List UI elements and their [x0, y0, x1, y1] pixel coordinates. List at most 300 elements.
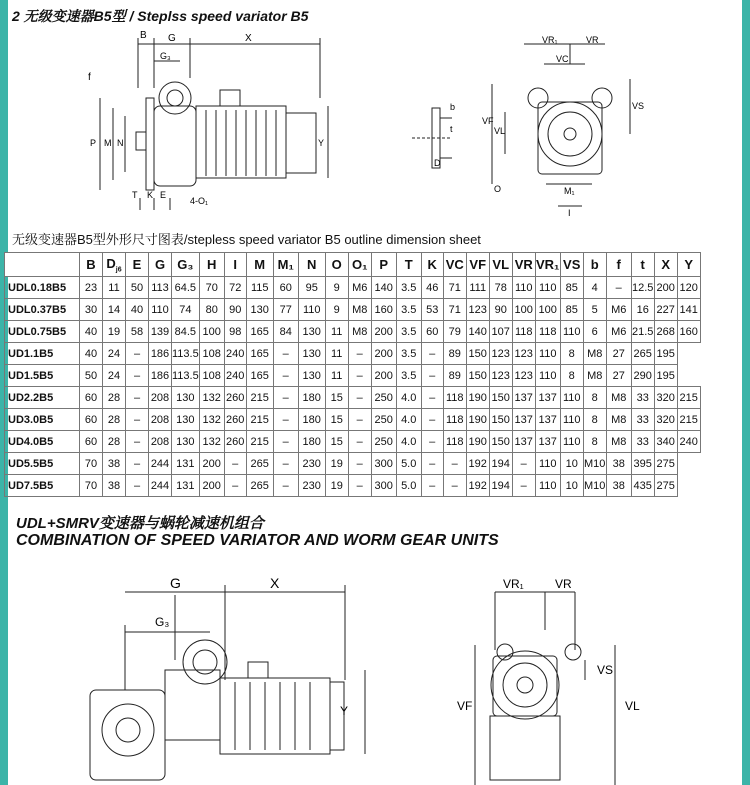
- value-cell: –: [126, 343, 149, 365]
- value-cell: 3.5: [396, 277, 421, 299]
- header-g: G: [149, 253, 172, 277]
- value-cell: 9: [325, 299, 348, 321]
- value-cell: 100: [512, 299, 535, 321]
- value-cell: 108: [199, 365, 224, 387]
- model-cell: UD3.0B5: [5, 409, 80, 431]
- header-model: [5, 253, 80, 277]
- combo-dim-g-label: G: [170, 575, 181, 591]
- header-e: E: [126, 253, 149, 277]
- value-cell: 40: [80, 321, 103, 343]
- value-cell: 215: [246, 387, 273, 409]
- table-row: [5, 431, 701, 453]
- value-cell: 275: [654, 475, 677, 497]
- value-cell: –: [348, 475, 371, 497]
- value-cell: 33: [631, 431, 654, 453]
- value-cell: –: [126, 453, 149, 475]
- value-cell: 190: [466, 431, 489, 453]
- value-cell: 150: [489, 431, 512, 453]
- combo-dim-vf-label: VF: [457, 699, 473, 713]
- value-cell: 8: [583, 409, 606, 431]
- value-cell: –: [348, 365, 371, 387]
- header-h: H: [199, 253, 224, 277]
- value-cell: 300: [371, 453, 396, 475]
- header-m: M: [246, 253, 273, 277]
- model-cell: UDL0.75B5: [5, 321, 80, 343]
- value-cell: 110: [560, 387, 583, 409]
- value-cell: M6: [348, 277, 371, 299]
- sheet-caption: 无级变速器B5型外形尺寸图表/stepless speed variator B5 outline dimension sheet: [12, 232, 481, 247]
- value-cell: 118: [535, 321, 560, 343]
- value-cell: 100: [535, 299, 560, 321]
- value-cell: 70: [80, 475, 103, 497]
- value-cell: 137: [512, 431, 535, 453]
- value-cell: 208: [149, 409, 172, 431]
- value-cell: 19: [325, 453, 348, 475]
- value-cell: 89: [443, 343, 466, 365]
- dim-e-label: E: [160, 190, 167, 200]
- value-cell: 320: [654, 387, 677, 409]
- value-cell: 180: [298, 387, 325, 409]
- value-cell: 395: [631, 453, 654, 475]
- value-cell: M8: [348, 321, 371, 343]
- value-cell: 24: [103, 365, 126, 387]
- value-cell: 98: [224, 321, 246, 343]
- value-cell: 100: [199, 321, 224, 343]
- value-cell: 50: [80, 365, 103, 387]
- table-row: [5, 453, 701, 475]
- value-cell: 89: [443, 365, 466, 387]
- value-cell: 3.5: [396, 343, 421, 365]
- value-cell: 4.0: [396, 409, 421, 431]
- value-cell: 150: [466, 365, 489, 387]
- value-cell: –: [348, 453, 371, 475]
- value-cell: 110: [535, 453, 560, 475]
- value-cell: 123: [512, 343, 535, 365]
- value-cell: 110: [560, 431, 583, 453]
- value-cell: 215: [677, 387, 700, 409]
- value-cell: M10: [583, 475, 606, 497]
- value-cell: 38: [606, 475, 631, 497]
- value-cell: –: [421, 365, 443, 387]
- value-cell: 137: [535, 431, 560, 453]
- value-cell: 123: [466, 299, 489, 321]
- value-cell: 118: [443, 409, 466, 431]
- value-cell: –: [126, 475, 149, 497]
- value-cell: –: [273, 365, 298, 387]
- value-cell: 110: [560, 321, 583, 343]
- value-cell: –: [421, 387, 443, 409]
- value-cell: 260: [224, 387, 246, 409]
- combo-dim-vr-label: VR: [555, 577, 572, 591]
- dim-p-label: P: [90, 138, 97, 148]
- table-header-row: [5, 253, 701, 277]
- value-cell: 19: [325, 475, 348, 497]
- value-cell: 180: [298, 431, 325, 453]
- value-cell: 194: [489, 475, 512, 497]
- dim-y-label: Y: [318, 138, 325, 148]
- header-y: Y: [677, 253, 700, 277]
- value-cell: 11: [103, 277, 126, 299]
- combination-side-view-drawing: [80, 570, 380, 785]
- value-cell: 200: [654, 277, 677, 299]
- value-cell: 200: [371, 343, 396, 365]
- header-o: O: [325, 253, 348, 277]
- value-cell: –: [348, 343, 371, 365]
- dim-g-label: G: [168, 33, 176, 44]
- value-cell: 260: [224, 431, 246, 453]
- value-cell: –: [421, 475, 443, 497]
- header-t: T: [396, 253, 421, 277]
- value-cell: 130: [246, 299, 273, 321]
- value-cell: –: [126, 365, 149, 387]
- value-cell: 190: [466, 409, 489, 431]
- dim-x-label: X: [245, 33, 252, 44]
- value-cell: M8: [348, 299, 371, 321]
- value-cell: –: [421, 409, 443, 431]
- value-cell: 15: [325, 387, 348, 409]
- value-cell: 9: [325, 277, 348, 299]
- value-cell: 60: [80, 431, 103, 453]
- value-cell: 110: [535, 343, 560, 365]
- value-cell: 118: [443, 431, 466, 453]
- model-cell: UD4.0B5: [5, 431, 80, 453]
- value-cell: 4: [583, 277, 606, 299]
- value-cell: 110: [535, 365, 560, 387]
- value-cell: 160: [677, 321, 700, 343]
- value-cell: 40: [80, 343, 103, 365]
- value-cell: 215: [677, 409, 700, 431]
- dim-g3-label: G₃: [160, 51, 171, 61]
- value-cell: 130: [298, 343, 325, 365]
- value-cell: 64.5: [172, 277, 200, 299]
- value-cell: 130: [172, 409, 200, 431]
- value-cell: 244: [149, 475, 172, 497]
- value-cell: 137: [512, 409, 535, 431]
- value-cell: M8: [606, 387, 631, 409]
- value-cell: M10: [583, 453, 606, 475]
- value-cell: –: [126, 431, 149, 453]
- value-cell: 113.5: [172, 365, 200, 387]
- value-cell: 110: [535, 475, 560, 497]
- value-cell: 14: [103, 299, 126, 321]
- value-cell: 132: [199, 431, 224, 453]
- value-cell: 19: [103, 321, 126, 343]
- value-cell: 150: [466, 343, 489, 365]
- value-cell: 290: [631, 365, 654, 387]
- header-b: B: [80, 253, 103, 277]
- header-p: P: [371, 253, 396, 277]
- model-cell: UDL0.18B5: [5, 277, 80, 299]
- value-cell: 33: [631, 409, 654, 431]
- dimension-table: [4, 252, 701, 497]
- header-vr1: VR₁: [535, 253, 560, 277]
- value-cell: 60: [80, 387, 103, 409]
- value-cell: 8: [583, 431, 606, 453]
- value-cell: 265: [246, 453, 273, 475]
- value-cell: 60: [421, 321, 443, 343]
- value-cell: 200: [371, 365, 396, 387]
- value-cell: 140: [466, 321, 489, 343]
- header-vc: VC: [443, 253, 466, 277]
- value-cell: 435: [631, 475, 654, 497]
- value-cell: 70: [80, 453, 103, 475]
- value-cell: 132: [199, 387, 224, 409]
- value-cell: 137: [535, 409, 560, 431]
- value-cell: M8: [583, 343, 606, 365]
- value-cell: 6: [583, 321, 606, 343]
- value-cell: 71: [443, 299, 466, 321]
- value-cell: M6: [606, 299, 631, 321]
- value-cell: 139: [149, 321, 172, 343]
- value-cell: 3.5: [396, 365, 421, 387]
- value-cell: 3.5: [396, 321, 421, 343]
- value-cell: 110: [535, 277, 560, 299]
- value-cell: 4.0: [396, 431, 421, 453]
- model-cell: UD5.5B5: [5, 453, 80, 475]
- value-cell: 137: [535, 387, 560, 409]
- combo-dim-g3-label: G₃: [155, 615, 170, 629]
- value-cell: 250: [371, 409, 396, 431]
- value-cell: –: [126, 409, 149, 431]
- value-cell: –: [224, 453, 246, 475]
- value-cell: 107: [489, 321, 512, 343]
- header-vr: VR: [512, 253, 535, 277]
- header-k: K: [421, 253, 443, 277]
- header-vl: VL: [489, 253, 512, 277]
- table-row: [5, 321, 701, 343]
- value-cell: 275: [654, 453, 677, 475]
- value-cell: 250: [371, 387, 396, 409]
- variator-side-view-drawing: [80, 28, 330, 213]
- value-cell: 10: [560, 453, 583, 475]
- value-cell: 115: [246, 277, 273, 299]
- dim-f-label: f: [88, 72, 91, 83]
- dim-vr-label: VR: [586, 35, 599, 45]
- value-cell: 113: [149, 277, 172, 299]
- dim-i-label: I: [568, 208, 571, 218]
- value-cell: 5.0: [396, 475, 421, 497]
- value-cell: 118: [512, 321, 535, 343]
- value-cell: 131: [172, 453, 200, 475]
- value-cell: 108: [199, 343, 224, 365]
- value-cell: 16: [631, 299, 654, 321]
- value-cell: 53: [421, 299, 443, 321]
- value-cell: 71: [443, 277, 466, 299]
- dim-vs-label: VS: [632, 101, 645, 111]
- value-cell: 141: [677, 299, 700, 321]
- header-vf: VF: [466, 253, 489, 277]
- value-cell: –: [273, 453, 298, 475]
- value-cell: 3.5: [396, 299, 421, 321]
- dim-b-label: B: [140, 30, 147, 41]
- header-x: X: [654, 253, 677, 277]
- value-cell: 240: [224, 365, 246, 387]
- value-cell: 140: [371, 277, 396, 299]
- dim-d-label: D: [434, 158, 441, 168]
- value-cell: 194: [489, 453, 512, 475]
- value-cell: 110: [512, 277, 535, 299]
- value-cell: 110: [149, 299, 172, 321]
- value-cell: 260: [224, 409, 246, 431]
- value-cell: –: [443, 475, 466, 497]
- value-cell: 58: [126, 321, 149, 343]
- value-cell: 11: [325, 343, 348, 365]
- table-row: [5, 475, 701, 497]
- table-row: [5, 387, 701, 409]
- value-cell: 50: [126, 277, 149, 299]
- value-cell: –: [512, 475, 535, 497]
- value-cell: 77: [273, 299, 298, 321]
- value-cell: 165: [246, 343, 273, 365]
- value-cell: 10: [560, 475, 583, 497]
- model-cell: UD7.5B5: [5, 475, 80, 497]
- value-cell: –: [606, 277, 631, 299]
- dim-m1-label: M₁: [564, 186, 575, 196]
- value-cell: –: [224, 475, 246, 497]
- value-cell: 11: [325, 365, 348, 387]
- dim-t-label: T: [132, 190, 138, 200]
- header-o1: O₁: [348, 253, 371, 277]
- value-cell: 15: [325, 409, 348, 431]
- header-vs: VS: [560, 253, 583, 277]
- table-row: [5, 365, 701, 387]
- value-cell: 130: [172, 431, 200, 453]
- value-cell: 131: [172, 475, 200, 497]
- value-cell: –: [273, 343, 298, 365]
- value-cell: 130: [172, 387, 200, 409]
- value-cell: 192: [466, 475, 489, 497]
- value-cell: –: [348, 409, 371, 431]
- header-n: N: [298, 253, 325, 277]
- value-cell: 240: [224, 343, 246, 365]
- value-cell: 268: [654, 321, 677, 343]
- value-cell: 215: [246, 409, 273, 431]
- value-cell: 200: [199, 453, 224, 475]
- value-cell: 28: [103, 387, 126, 409]
- combo-dim-vr1-label: VR₁: [503, 577, 524, 591]
- value-cell: 186: [149, 365, 172, 387]
- value-cell: 8: [583, 387, 606, 409]
- value-cell: 230: [298, 475, 325, 497]
- value-cell: 38: [606, 453, 631, 475]
- value-cell: 46: [421, 277, 443, 299]
- value-cell: 15: [325, 431, 348, 453]
- value-cell: 130: [298, 321, 325, 343]
- shaft-keyway-drawing: [402, 98, 462, 178]
- value-cell: 150: [489, 409, 512, 431]
- combination-front-view-drawing: [455, 570, 655, 785]
- value-cell: –: [421, 453, 443, 475]
- value-cell: 27: [606, 343, 631, 365]
- value-cell: –: [348, 431, 371, 453]
- model-cell: UD1.5B5: [5, 365, 80, 387]
- value-cell: 110: [560, 409, 583, 431]
- value-cell: 74: [172, 299, 200, 321]
- value-cell: 8: [560, 343, 583, 365]
- value-cell: 84.5: [172, 321, 200, 343]
- combo-dim-vl-label: VL: [625, 699, 640, 713]
- table-row: [5, 299, 701, 321]
- header-g3: G₃: [172, 253, 200, 277]
- value-cell: 27: [606, 365, 631, 387]
- value-cell: 200: [371, 321, 396, 343]
- value-cell: –: [273, 431, 298, 453]
- value-cell: 137: [512, 387, 535, 409]
- value-cell: 120: [677, 277, 700, 299]
- value-cell: 111: [466, 277, 489, 299]
- value-cell: 110: [298, 299, 325, 321]
- value-cell: 160: [371, 299, 396, 321]
- section1-title: 2 无级变速器B5型 / Steplss speed variator B5: [12, 8, 309, 24]
- value-cell: 85: [560, 299, 583, 321]
- value-cell: 123: [489, 343, 512, 365]
- value-cell: 190: [466, 387, 489, 409]
- model-cell: UD1.1B5: [5, 343, 80, 365]
- header-f: f: [606, 253, 631, 277]
- value-cell: 5.0: [396, 453, 421, 475]
- value-cell: –: [421, 343, 443, 365]
- value-cell: 95: [298, 277, 325, 299]
- value-cell: 123: [512, 365, 535, 387]
- value-cell: 227: [654, 299, 677, 321]
- value-cell: M8: [583, 365, 606, 387]
- value-cell: 38: [103, 475, 126, 497]
- value-cell: M8: [606, 409, 631, 431]
- value-cell: 130: [298, 365, 325, 387]
- value-cell: 28: [103, 431, 126, 453]
- dim-t-small-label: t: [450, 124, 453, 134]
- value-cell: –: [273, 409, 298, 431]
- value-cell: 300: [371, 475, 396, 497]
- value-cell: 21.5: [631, 321, 654, 343]
- dim-m-label: M: [104, 138, 112, 148]
- value-cell: 84: [273, 321, 298, 343]
- value-cell: 244: [149, 453, 172, 475]
- header-i: I: [224, 253, 246, 277]
- table-row: [5, 409, 701, 431]
- value-cell: 72: [224, 277, 246, 299]
- value-cell: 30: [80, 299, 103, 321]
- combo-dim-y-label: Y: [340, 704, 349, 718]
- value-cell: 90: [224, 299, 246, 321]
- value-cell: 38: [103, 453, 126, 475]
- value-cell: 80: [199, 299, 224, 321]
- value-cell: 90: [489, 299, 512, 321]
- value-cell: 8: [560, 365, 583, 387]
- value-cell: –: [443, 453, 466, 475]
- value-cell: 28: [103, 409, 126, 431]
- dim-b-small-label: b: [450, 102, 456, 112]
- dim-n-label: N: [117, 138, 124, 148]
- right-accent-bar: [742, 0, 750, 785]
- value-cell: M8: [606, 431, 631, 453]
- value-cell: 165: [246, 365, 273, 387]
- value-cell: –: [348, 387, 371, 409]
- value-cell: –: [126, 387, 149, 409]
- dim-vc-label: VC: [556, 54, 569, 64]
- table-body: [5, 277, 701, 497]
- value-cell: 320: [654, 409, 677, 431]
- value-cell: 195: [654, 365, 677, 387]
- combo-dim-x-label: X: [270, 575, 280, 591]
- value-cell: 113.5: [172, 343, 200, 365]
- value-cell: 230: [298, 453, 325, 475]
- value-cell: 265: [246, 475, 273, 497]
- value-cell: 165: [246, 321, 273, 343]
- value-cell: 186: [149, 343, 172, 365]
- value-cell: –: [273, 387, 298, 409]
- value-cell: 40: [126, 299, 149, 321]
